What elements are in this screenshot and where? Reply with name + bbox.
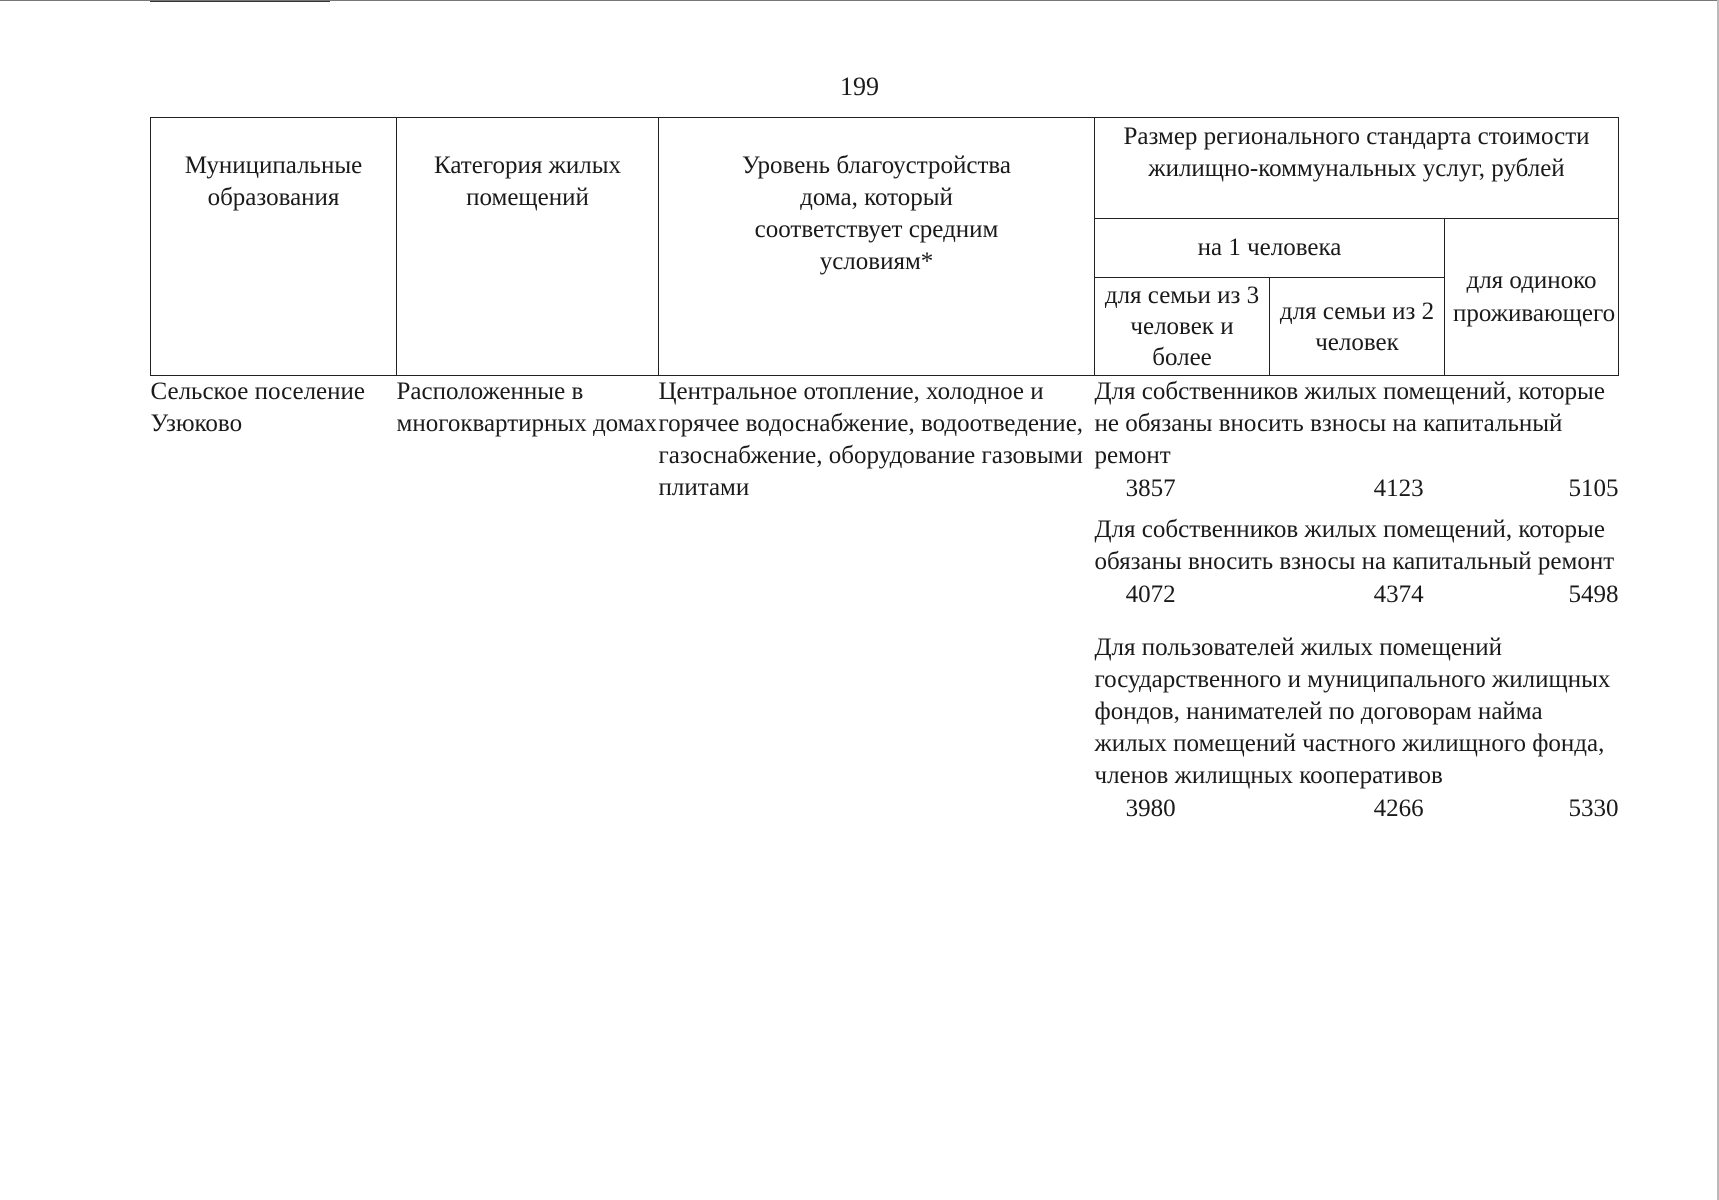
value-single: 5330 <box>1568 795 1619 822</box>
cell-category: Расположенные в многоквартирных домах <box>396 378 657 437</box>
value-single: 5498 <box>1568 581 1619 608</box>
header-standard-size: Размер регионального стандарта стоимости жилищно-коммунальных услуг, рублей <box>1095 118 1619 219</box>
cell-rates <box>1095 376 1619 827</box>
standards-table <box>150 117 1619 826</box>
rate-group <box>1095 514 1619 612</box>
rate-group-label: Для собственников жилых помещений, которые обязаны вносить взносы на капитальный ремонт <box>1094 516 1615 575</box>
cell-comfort-level: Центральное отопление, холодное и горячее водоснабжение, водоотведение, газоснабжение, оборудование газовыми плитами <box>658 378 1084 501</box>
header-category: Категория жилых помещений <box>397 118 659 376</box>
rate-group-label: Для собственников жилых помещений, которые не обязаны вносить взносы на капитальный ремонт <box>1094 378 1605 469</box>
header-per-person: на 1 человека <box>1095 219 1445 278</box>
value-family-3plus: 3857 <box>1125 475 1176 502</box>
value-family-3plus: 4072 <box>1125 581 1176 608</box>
value-family-2: 4374 <box>1373 581 1424 608</box>
value-single: 5105 <box>1568 475 1619 502</box>
header-single: для одиноко проживающего <box>1445 219 1619 376</box>
page-number: 199 <box>840 72 879 101</box>
scan-edge-mark <box>150 1 330 2</box>
value-family-2: 4266 <box>1373 795 1424 822</box>
cell-municipality: Сельское поселение Узюково <box>150 378 366 437</box>
header-family-2: для семьи из 2 человек <box>1270 278 1445 376</box>
rate-group <box>1095 632 1619 826</box>
rate-group <box>1095 376 1619 506</box>
rate-values <box>1095 578 1619 612</box>
table-row <box>151 376 1619 827</box>
value-family-3plus: 3980 <box>1125 795 1176 822</box>
value-family-2: 4123 <box>1373 475 1424 502</box>
header-family-3plus: для семьи из 3 человек и более <box>1095 278 1270 376</box>
header-municipalities: Муниципальные образования <box>151 118 397 376</box>
rate-values <box>1095 792 1619 826</box>
rate-values <box>1095 472 1619 506</box>
rate-group-label: Для пользователей жилых помещений государственного и муниципального жилищных фондов, нанимателей по договорам найма жилых помещений частного жилищного фонда, членов жилищных кооперативов <box>1094 634 1611 789</box>
header-comfort-level: Уровень благоустройства дома, который соответствует средним условиям* <box>659 118 1095 376</box>
